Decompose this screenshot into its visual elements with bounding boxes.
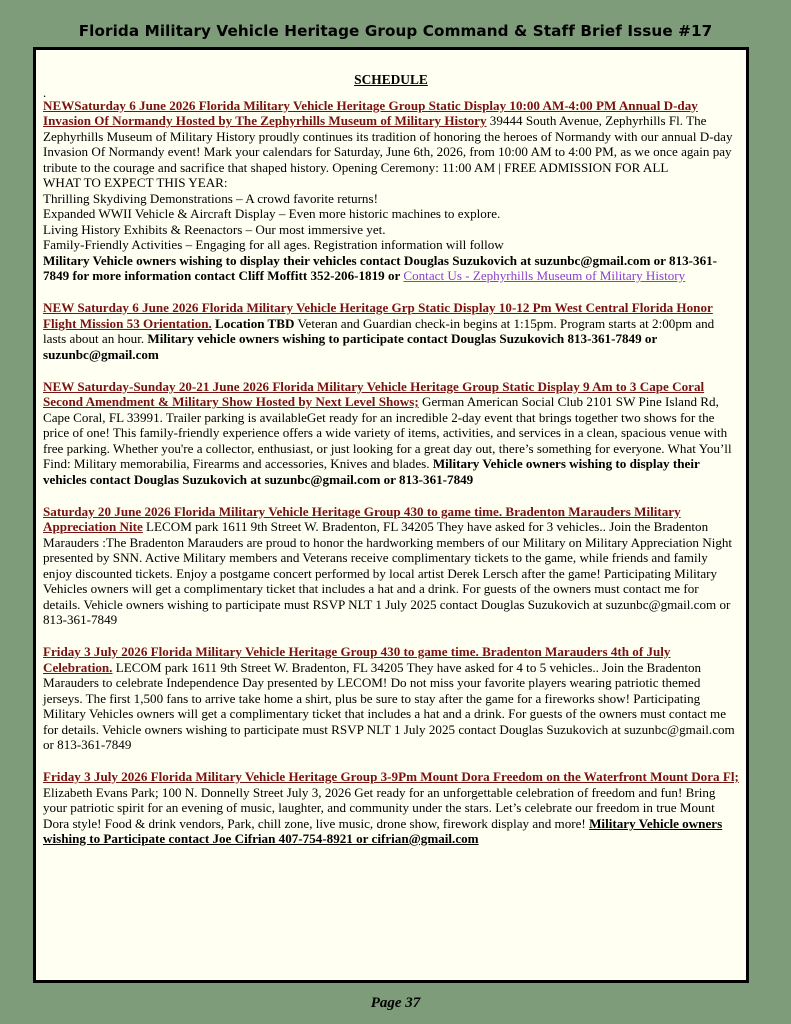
event-mount-dora — [43, 769, 739, 847]
event-body: LECOM park 1611 9th Street W. Bradenton, FL 34205 They have asked for 4 to 5 vehicles.. Join the Bradenton Marauders to celebrate Independence Day presented by LECOM! Do not miss your favorite players wearing patriotic themed jerseys. The first 1,500 fans to arrive take home a shirt, plus be sure to stay after the game for a fireworks show! Participating Military Vehicles owners will get a complimentary ticket that includes a hat and a drink. For guests of the owners must contact me for details. Vehicle owners wishing to participate must RSVP NLT 1 July 2025 contact Douglas Suzukovich at suzunbc@gmail.com or 813-361-7849 — [43, 659, 735, 752]
event-heading: NEW Saturday 6 June 2026 Florida Military Vehicle Heritage Grp Static Display 10-12 Pm West Central Florida Honor Flight Mission 53 Orientation. — [43, 300, 713, 331]
stray-dot: . — [43, 84, 47, 100]
event-heading: Friday 3 July 2026 Florida Military Vehicle Heritage Group 3-9Pm Mount Dora Freedom on the Waterfront Mount Dora Fl; — [43, 769, 739, 784]
expect-item: Family-Friendly Activities – Engaging for all ages. Registration information will follow — [43, 237, 504, 252]
schedule-panel — [33, 47, 749, 983]
expect-item: Thrilling Skydiving Demonstrations – A crowd favorite returns! — [43, 190, 378, 206]
museum-contact-link[interactable]: Contact Us - Zephyrhills Museum of Military History — [403, 268, 686, 283]
event-contact: Military Vehicle owners wishing to Participate contact Joe Cifrian 407-754-8921 or cifrian@gmail.com — [43, 815, 723, 846]
expect-item: Living History Exhibits & Reenactors – Our most immersive yet. — [43, 221, 386, 237]
event-military-appreciation-nite — [43, 504, 739, 628]
newsletter-masthead: Florida Military Vehicle Heritage Group Command & Staff Brief Issue #17 — [78, 22, 713, 40]
event-location: Location TBD — [211, 315, 295, 331]
expect-title: WHAT TO EXPECT THIS YEAR: — [43, 175, 228, 190]
event-dday-normandy — [43, 98, 739, 284]
event-body: German American Social Club 2101 SW Pine Island Rd, Cape Coral, FL 33991. Trailer parking is availableGet ready for an incredible 2-day event that brings together two shows for the price of one! This family-friendly experience offers a wide variety of items, activities, and services in a clean, spacious venue with free parking. Whether you're a collector, enthusiast, or just looking for a great day out, there’s something for everyone. What You’ll Find: Military memorabilia, Firearms and accessories, Knives and blades. — [43, 394, 732, 471]
event-heading: Friday 3 July 2026 Florida Military Vehicle Heritage Group 430 to game time. Bradenton Marauders 4th of July Celebration. — [43, 644, 671, 675]
event-4th-of-july — [43, 644, 739, 753]
page-number: Page 37 — [370, 995, 421, 1011]
event-heading: NEW Saturday-Sunday 20-21 June 2026 Florida Military Vehicle Heritage Group Static Display 9 Am to 3 Cape Coral Second Amendment & Military Show Hosted by Next Level Shows; — [43, 378, 705, 409]
event-body: 39444 South Avenue, Zephyrhills Fl. The Zephyrhills Museum of Military History proudly continues its tradition of honoring the heroes of Normandy with our annual D-day Invasion Of Normandy event! Mark your calendars for Saturday, June 6th, 2026, from 10:00 AM to 4:00 PM, as we once again pay tribute to the courage and sacrifice that shaped history. Opening Ceremony: 11:00 AM | FREE ADMISSION FOR ALL — [43, 113, 733, 175]
event-body: Veteran and Guardian check-in begins at 1:15pm. Program starts at 2:00pm and lasts about an hour. — [43, 315, 715, 346]
event-contact: Military vehicle owners wishing to participate contact Douglas Suzukovich 813-361-7849 or suzunbc@gmail.com — [43, 331, 658, 362]
event-cape-coral-show — [43, 379, 739, 488]
event-contact: Military Vehicle owners wishing to display their vehicles contact Douglas Suzukovich at suzunbc@gmail.com or 813-361-7849 for more information contact Cliff Moffitt 352-206-1819 or — [43, 252, 718, 283]
event-body: LECOM park 1611 9th Street W. Bradenton, FL 34205 They have asked for 3 vehicles.. Join the Bradenton Marauders :The Bradenton Marauders are proud to honor the hardworking members of our Military on Military Appreciation Night presented by SNN. Active Military members and Veterans receive complimentary tickets to the game, while friends and family enjoy discounted tickets. Enjoy a postgame concert performed by local artist Derek Lersch after the game! Participating Military Vehicles owners will get a complimentary ticket that includes a hat and a drink. For guests of the owners must contact me for details. Vehicle owners wishing to participate must RSVP NLT 1 July 2025 contact Douglas Suzukovich at suzunbc@gmail.com or 813-361-7849 — [43, 519, 733, 627]
schedule-title: SCHEDULE — [354, 72, 428, 87]
event-body: Elizabeth Evans Park; 100 N. Donnelly Street July 3, 2026 Get ready for an unforgettable celebration of freedom and fun! Bring your patriotic spirit for an evening of music, laughter, and community under the stars. Let’s celebrate our freedom in true Mount Dora style! Food & drink vendors, Park, chill zone, live music, drone show, firework display and more! — [43, 784, 716, 831]
event-heading: Saturday 20 June 2026 Florida Military Vehicle Heritage Group 430 to game time. Bradenton Marauders Military Appreciation Nite — [43, 503, 681, 534]
event-heading: NEWSaturday 6 June 2026 Florida Military Vehicle Heritage Group Static Display 10:00 AM-4:00 PM Annual D-day Invasion Of Normandy Hosted by The Zephyrhills Museum of Military History — [43, 97, 698, 128]
event-contact: Military Vehicle owners wishing to display their vehicles contact Douglas Suzukovich at suzunbc@gmail.com or 813-361-7849 — [43, 456, 700, 487]
event-honor-flight — [43, 300, 739, 362]
expect-item: Expanded WWII Vehicle & Aircraft Display – Even more historic machines to explore. — [43, 206, 501, 221]
